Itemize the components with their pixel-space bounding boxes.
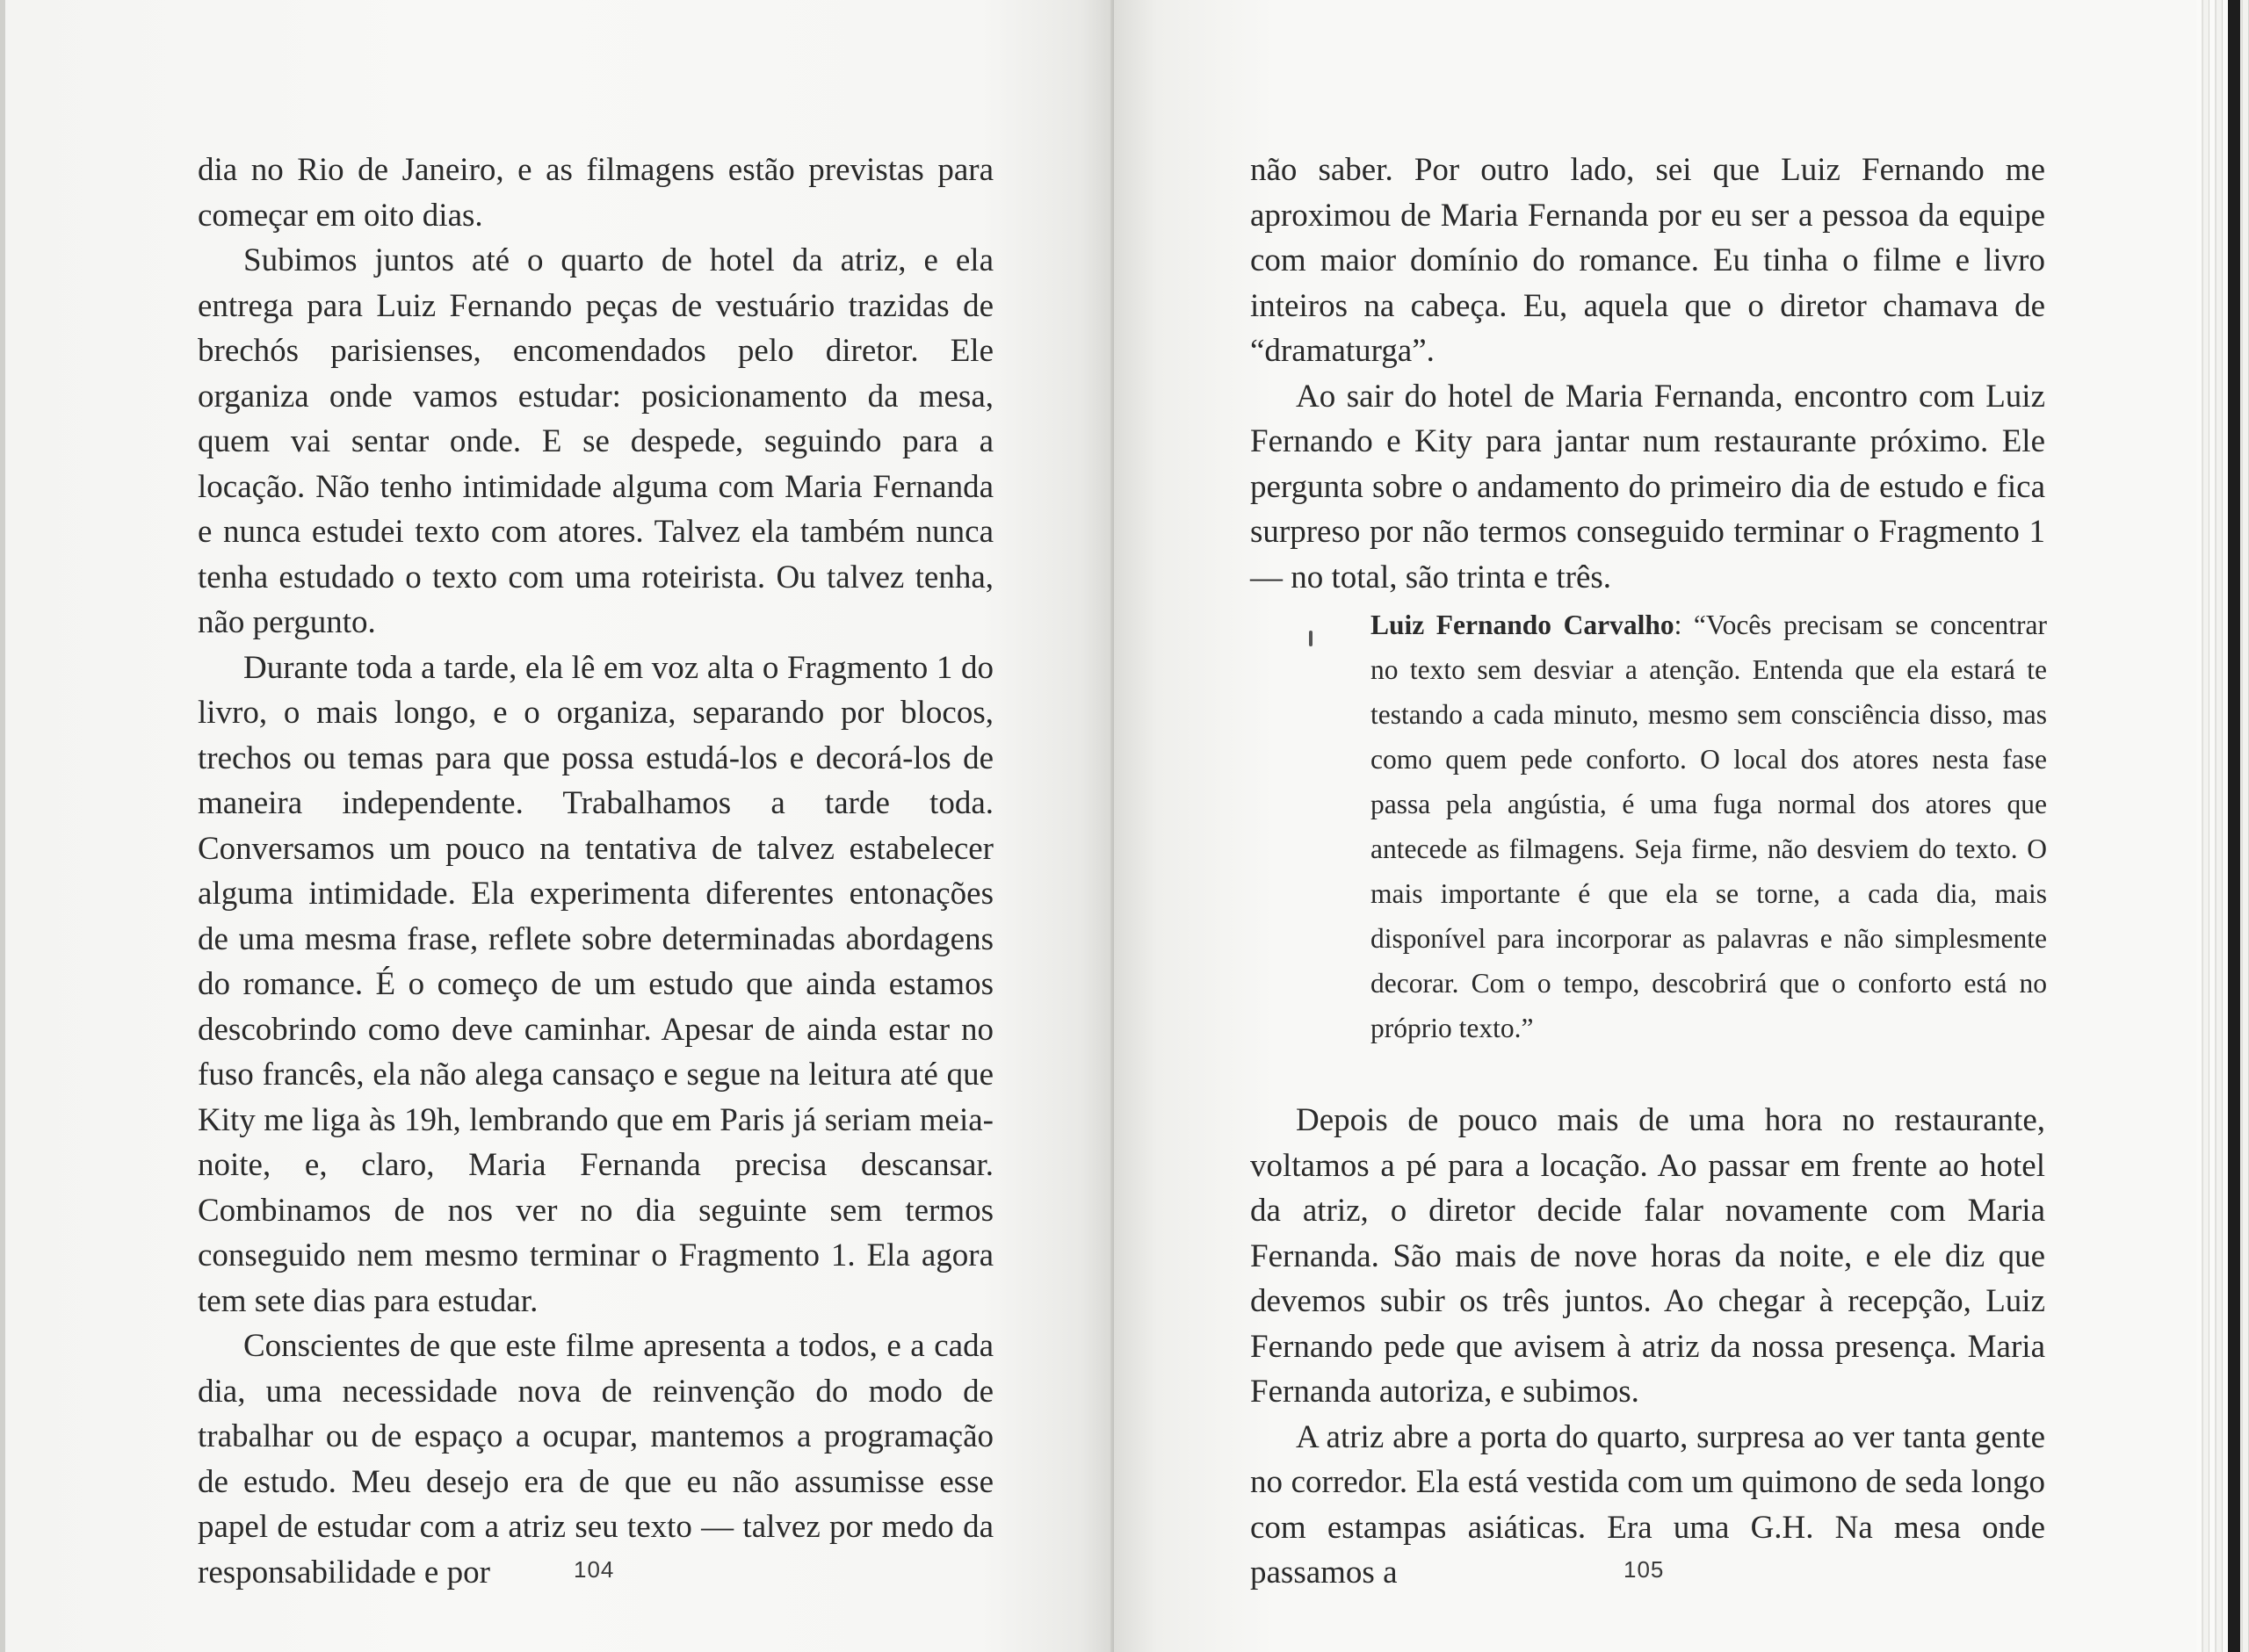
paragraph: Depois de pouco mais de uma hora no restaurante, voltamos a pé para a locação. Ao passar em frente ao hotel da atriz, o diretor decide falar novamente com Maria Fernanda. São mais de nove horas da noite, e ele diz que devemos subir os três juntos. Ao chegar à recepção, Luiz Fernando pede que avisem à atriz da nossa presença. Maria Fernanda autoriza, e subimos. — [1250, 1102, 2045, 1410]
paragraph: Ao sair do hotel de Maria Fernanda, encontro com Luiz Fernando e Kity para jantar num restaurante próximo. Ele pergunta sobre o andamento do primeiro dia de estudo e fica surpreso por não termos conseguido terminar o Fragmento 1 — no total, são trinta e três. — [1250, 378, 2045, 595]
page-number-right: 105 — [1623, 1556, 1665, 1583]
paragraph: A atriz abre a porta do quarto, surpresa ao ver tanta gente no corredor. Ela está vestida com um quimono de seda longo com estampas asiáticas. Era uma G.H. Na mesa onde passamos a — [1250, 1418, 2045, 1591]
paragraph: Subimos juntos até o quarto de hotel da atriz, e ela entrega para Luiz Fernando peças de vestuário trazidas de brechós parisienses, encomendados pelo diretor. Ele organiza onde vamos estudar: posicionamento da mesa, quem vai sentar onde. E se despede, seguindo para a locação. Não tenho intimidade alguma com Maria Fernanda e nunca estudei texto com atores. Talvez ela também nunca tenha estudado o texto com uma roteirista. Ou talvez tenha, não pergunto. — [198, 242, 994, 640]
right-page-text-top — [1250, 148, 2045, 600]
paragraph: dia no Rio de Janeiro, e as filmagens estão previstas para começar em oito dias. — [198, 152, 994, 234]
right-page — [1114, 0, 2196, 1652]
right-page-text-bottom — [1250, 1098, 2045, 1596]
left-page — [0, 0, 1114, 1652]
page-fore-edge — [2196, 0, 2249, 1652]
quote-paragraph — [1370, 602, 2047, 1050]
paragraph: Durante toda a tarde, ela lê em voz alta o Fragmento 1 do livro, o mais longo, e o organiza, separando por blocos, trechos ou temas para que possa estudá-los e decorá-los de maneira independente. Trabalhamos a tarde toda. Conversamos um pouco na tentativa de talvez estabelecer alguma intimidade. Ela experimenta diferentes entonações de uma mesma frase, reflete sobre determinadas abordagens do romance. É o começo de um estudo que ainda estamos descobrindo como deve caminhar. Apesar de ainda estar no fuso francês, ela não alega cansaço e segue na leitura até que Kity me liga às 19h, lembrando que em Paris já seriam meia-noite, e, claro, Maria Fernanda precisa descansar. Combinamos de nos ver no dia seguinte sem termos conseguido nem mesmo terminar o Fragmento 1. Ela agora tem sete dias para estudar. — [198, 649, 994, 1319]
paragraph: Conscientes de que este filme apresenta a todos, e a cada dia, uma necessidade nova de reinvenção do modo de trabalhar ou de espaço a ocupar, mantemos a programação de estudo. Meu desejo era de que eu não assumisse esse papel de estudar com a atriz seu texto — talvez por medo da responsabilidade e por — [198, 1328, 994, 1591]
cover-edge — [2228, 0, 2240, 1652]
quote-text: : “Vocês precisam se concentrar no texto sem desviar a atenção. Entenda que ela estará te testando a cada minuto, mesmo sem consciência disso, mas como quem pede conforto. O local dos atores nesta fase passa pela angústia, é uma fuga normal dos atores que antecede as filmagens. Seja firme, não desviem do texto. O mais importante é que ela se torne, a cada dia, mais disponível para incorporar as palavras e não simplesmente decorar. Com o tempo, descobrirá que o conforto está no próprio texto.” — [1370, 610, 2047, 1043]
quote-speaker: Luiz Fernando Carvalho — [1370, 610, 1674, 640]
page-edge-shadow — [0, 0, 5, 1652]
left-page-text — [198, 148, 994, 1595]
paragraph: não saber. Por outro lado, sei que Luiz Fernando me aproximou de Maria Fernanda por eu ser a pessoa da equipe com maior domínio do romance. Eu tinha o filme e livro inteiros na cabeça. Eu, aquela que o diretor chamava de “dramaturga”. — [1250, 152, 2045, 369]
page-number-left: 104 — [574, 1556, 615, 1583]
margin-mark — [1309, 631, 1313, 646]
block-quote — [1370, 602, 2047, 1050]
